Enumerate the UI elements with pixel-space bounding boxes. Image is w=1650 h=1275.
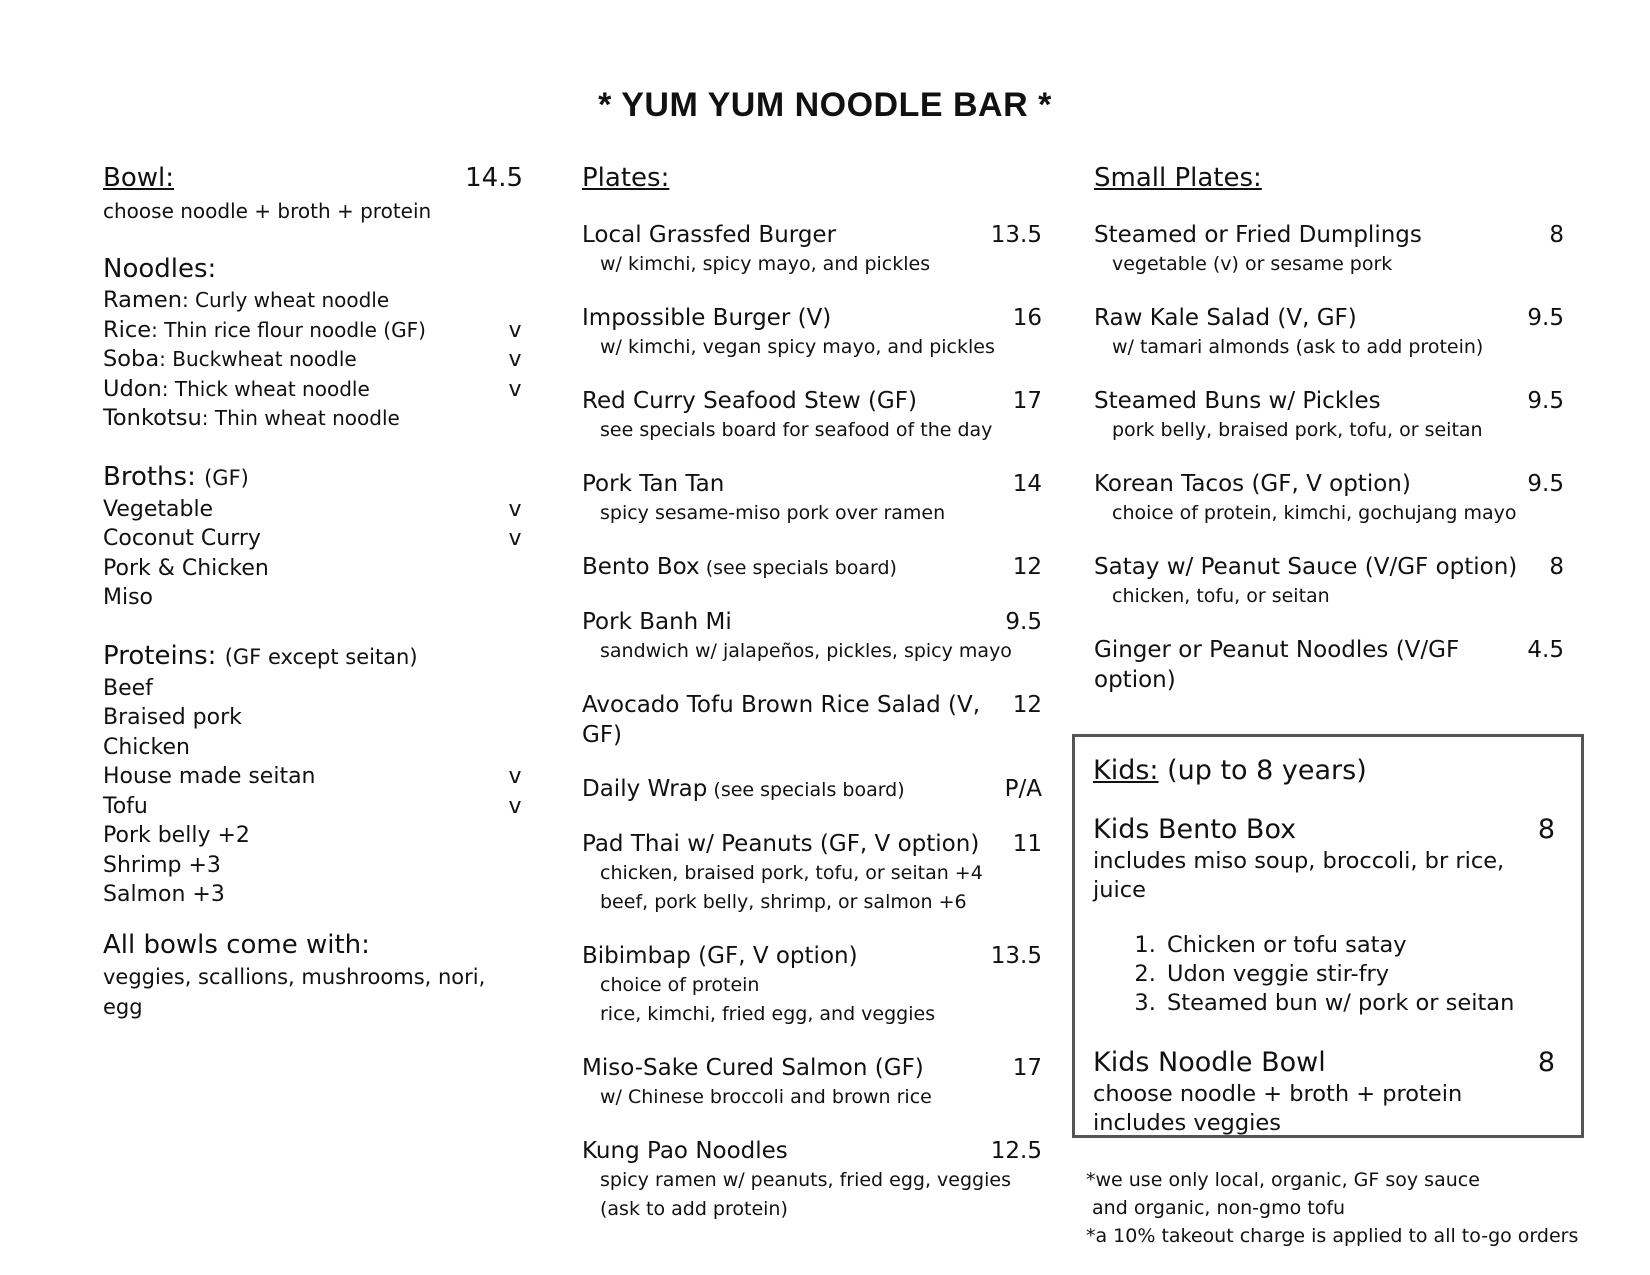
plate-description: see specials board for seafood of the day (600, 419, 993, 441)
plate-name-text: Impossible Burger (V) (582, 305, 832, 331)
vegan-mark (507, 851, 523, 881)
vegan-mark: v (508, 793, 522, 819)
small-plate-price: 8 (1549, 222, 1564, 248)
kids-bento-price: 8 (1537, 814, 1555, 845)
kids-menu-content (1093, 751, 1555, 1138)
vegan-mark (507, 583, 523, 613)
small-plate-price: 4.5 (1527, 637, 1564, 663)
noodle-name: Ramen (103, 287, 182, 313)
plate-description: sandwich w/ jalapeños, pickles, spicy mayo (600, 640, 1012, 662)
kids-bento-option: 3. Steamed bun w/ pork or seitan (1163, 989, 1555, 1018)
noodle-description: : Thin wheat noodle (201, 406, 400, 430)
plate-row (582, 1053, 1042, 1083)
bowl-column (103, 160, 523, 1022)
plate-price: 12.5 (990, 1138, 1042, 1164)
noodle-description: : Thick wheat noodle (161, 376, 370, 401)
plate-row (582, 1136, 1042, 1166)
plate-item (582, 220, 1042, 279)
menu-title: * YUM YUM NOODLE BAR * (598, 86, 1052, 124)
vegan-mark: v (508, 376, 522, 402)
small-plate-name: Raw Kale Salad (V, GF) (1094, 305, 1357, 331)
plate-name (582, 607, 732, 637)
broth-name: Coconut Curry (103, 526, 261, 551)
small-plates-column (1094, 160, 1564, 695)
small-plate-name: Satay w/ Peanut Sauce (V/GF option) (1094, 554, 1518, 580)
plate-description: spicy sesame-miso pork over ramen (600, 502, 946, 524)
all-bowls-title: All bowls come with: (103, 929, 370, 960)
plate-name-text: Local Grassfed Burger (582, 222, 837, 248)
plate-name-text: Bibimbap (GF, V option) (582, 943, 858, 969)
plate-row (582, 829, 1042, 859)
plate-name-text: Pork Banh Mi (582, 609, 732, 635)
vegan-mark (507, 821, 523, 851)
protein-name: Braised pork (103, 705, 242, 730)
noodle-item-name (103, 345, 357, 375)
small-plate-price: 9.5 (1527, 388, 1564, 414)
vegan-mark (507, 404, 523, 434)
plate-item (582, 303, 1042, 362)
plate-note: (see specials board) (707, 779, 905, 801)
kids-age-note: (up to 8 years) (1158, 755, 1367, 786)
noodle-item (103, 404, 523, 434)
plate-row (582, 303, 1042, 333)
vegan-mark (507, 703, 523, 733)
kids-noodle-name: Kids Noodle Bowl (1093, 1047, 1326, 1078)
broths-note: (GF) (204, 465, 249, 490)
plates-column (582, 160, 1042, 1224)
small-plate-row (1094, 220, 1564, 250)
noodle-item-name (103, 286, 389, 316)
protein-item (103, 703, 523, 733)
vegan-mark: v (508, 496, 522, 522)
protein-name: Tofu (103, 793, 148, 819)
plate-row (582, 774, 1042, 805)
plate-name (582, 774, 905, 805)
broth-item (103, 495, 523, 525)
proteins-title-text: Proteins: (103, 640, 217, 671)
plate-description: spicy ramen w/ peanuts, fried egg, veggies (600, 1169, 1011, 1191)
small-plate-row (1094, 635, 1564, 695)
vegan-mark: v (508, 526, 522, 551)
noodle-description: : Thin rice flour noodle (GF) (151, 317, 426, 342)
plate-name (582, 690, 1013, 750)
plate-price: P/A (1004, 776, 1042, 802)
plate-price: 17 (1012, 388, 1042, 414)
small-plate-price: 9.5 (1527, 471, 1564, 497)
kids-noodle-description: includes veggies (1093, 1110, 1281, 1136)
protein-item (103, 674, 523, 704)
plate-price: 12 (1012, 554, 1042, 580)
plate-name (582, 386, 917, 416)
plate-item (582, 1136, 1042, 1224)
noodles-title: Noodles: (103, 254, 217, 284)
protein-name: House made seitan (103, 764, 316, 789)
small-plate-row (1094, 552, 1564, 582)
broths-title (103, 460, 523, 495)
protein-item (103, 762, 523, 792)
small-plate-description: w/ tamari almonds (ask to add protein) (1112, 336, 1484, 358)
bowl-price: 14.5 (465, 163, 523, 193)
kids-bento-name: Kids Bento Box (1093, 814, 1297, 845)
protein-item (103, 851, 523, 881)
plates-list (582, 220, 1042, 1224)
plate-price: 12 (1012, 692, 1042, 718)
plate-name (582, 1053, 924, 1083)
noodle-item-name (103, 375, 370, 405)
broth-item (103, 524, 523, 554)
plate-name-text: Kung Pao Noodles (582, 1138, 788, 1164)
kids-menu-box (1072, 734, 1584, 1138)
vegan-mark (507, 674, 523, 704)
noodle-name: Tonkotsu (103, 405, 202, 431)
protein-item (103, 880, 523, 910)
bowl-header (103, 160, 523, 196)
vegan-mark (507, 554, 523, 584)
plate-row (582, 552, 1042, 583)
small-plate-item (1094, 303, 1564, 362)
plate-item (582, 386, 1042, 445)
plate-name-text: Miso-Sake Cured Salmon (GF) (582, 1055, 924, 1081)
plate-description: w/ Chinese broccoli and brown rice (600, 1086, 932, 1108)
proteins-list (103, 674, 523, 910)
plate-price: 13.5 (990, 222, 1042, 248)
small-plate-name: Korean Tacos (GF, V option) (1094, 471, 1411, 497)
plate-item (582, 774, 1042, 805)
plate-price: 9.5 (1005, 609, 1042, 635)
broth-name: Pork & Chicken (103, 555, 269, 581)
plate-name-text: Bento Box (582, 554, 700, 580)
broth-item (103, 583, 523, 613)
broth-item (103, 554, 523, 584)
small-plate-item (1094, 552, 1564, 611)
plate-name-text: Pad Thai w/ Peanuts (GF, V option) (582, 831, 980, 857)
proteins-note: (GF except seitan) (224, 644, 418, 669)
plate-name (582, 941, 858, 971)
bowl-description: choose noodle + broth + protein (103, 199, 432, 223)
plate-item (582, 469, 1042, 528)
vegan-mark: v (508, 347, 522, 372)
footnotes (1086, 1166, 1626, 1250)
kids-bento-description: includes miso soup, broccoli, br rice, juice (1093, 848, 1505, 903)
protein-name: Chicken (103, 734, 190, 760)
plate-name (582, 469, 724, 499)
plate-description: w/ kimchi, vegan spicy mayo, and pickles (600, 336, 995, 358)
plate-price: 16 (1012, 305, 1042, 331)
plate-row (582, 690, 1042, 750)
noodles-list (103, 286, 523, 434)
noodle-item (103, 286, 523, 316)
small-plate-row (1094, 469, 1564, 499)
vegan-mark (507, 286, 523, 316)
small-plates-heading: Small Plates: (1094, 163, 1262, 193)
plate-name-text: Pork Tan Tan (582, 471, 725, 497)
plate-name (582, 552, 897, 583)
protein-item (103, 733, 523, 763)
kids-bento-options (1093, 931, 1555, 1018)
vegan-mark (507, 880, 523, 910)
broths-title-text: Broths: (103, 461, 196, 492)
small-plate-description: pork belly, braised pork, tofu, or seitan (1112, 419, 1483, 441)
vegan-mark: v (508, 317, 522, 343)
plate-description: chicken, braised pork, tofu, or seitan +4 (600, 862, 983, 884)
small-plate-description: choice of protein, kimchi, gochujang mayo (1112, 502, 1517, 524)
noodle-item (103, 375, 523, 405)
vegan-mark: v (508, 764, 522, 789)
plate-name (582, 829, 979, 859)
plates-heading: Plates: (582, 163, 670, 193)
noodle-item (103, 316, 523, 346)
broth-name: Miso (103, 585, 154, 610)
small-plate-name: Steamed or Fried Dumplings (1094, 222, 1422, 248)
noodle-item-name (103, 404, 400, 434)
plate-name (582, 303, 831, 333)
small-plate-row (1094, 386, 1564, 416)
plate-row (582, 941, 1042, 971)
plate-row (582, 220, 1042, 250)
kids-noodle-price: 8 (1537, 1047, 1555, 1078)
footnote: *a 10% takeout charge is applied to all to-go orders (1086, 1225, 1579, 1247)
plate-price: 11 (1012, 831, 1042, 857)
broth-name: Vegetable (103, 496, 214, 522)
plate-name (582, 220, 836, 250)
small-plate-item (1094, 220, 1564, 279)
plate-price: 13.5 (990, 943, 1042, 969)
plate-item (582, 552, 1042, 583)
proteins-title (103, 639, 523, 674)
small-plate-price: 8 (1549, 554, 1564, 580)
plate-name-text: Daily Wrap (582, 776, 708, 802)
plate-description: w/ kimchi, spicy mayo, and pickles (600, 253, 931, 275)
protein-item (103, 821, 523, 851)
small-plate-row (1094, 303, 1564, 333)
small-plate-price: 9.5 (1527, 305, 1564, 331)
plate-row (582, 386, 1042, 416)
small-plate-item (1094, 635, 1564, 695)
plate-description: choice of protein (600, 974, 760, 996)
plate-name (582, 1136, 788, 1166)
plate-item (582, 829, 1042, 917)
plate-item (582, 941, 1042, 1029)
noodle-name: Udon (103, 375, 162, 402)
vegan-mark (507, 733, 523, 763)
plate-price: 14 (1012, 471, 1042, 497)
noodle-name: Rice (103, 316, 152, 343)
small-plate-name: Steamed Buns w/ Pickles (1094, 388, 1381, 414)
protein-name: Salmon +3 (103, 882, 225, 907)
small-plates-list (1094, 220, 1564, 695)
plate-description: beef, pork belly, shrimp, or salmon +6 (600, 891, 967, 913)
plate-name-text: Avocado Tofu Brown Rice Salad (V, GF) (582, 692, 981, 748)
plate-description: (ask to add protein) (600, 1198, 788, 1220)
plate-row (582, 607, 1042, 637)
plate-description: rice, kimchi, fried egg, and veggies (600, 1003, 936, 1025)
plate-note: (see specials board) (699, 557, 897, 579)
kids-bento-row (1093, 813, 1555, 847)
noodle-item (103, 345, 523, 375)
small-plate-name: Ginger or Peanut Noodles (V/GF option) (1094, 637, 1460, 693)
plate-name-text: Red Curry Seafood Stew (GF) (582, 388, 917, 414)
noodle-description: : Buckwheat noodle (159, 347, 357, 371)
protein-name: Beef (103, 675, 153, 701)
kids-heading (1093, 751, 1555, 791)
kids-noodle-row (1093, 1046, 1555, 1080)
kids-noodle-description: choose noodle + broth + protein (1093, 1081, 1463, 1107)
broths-list (103, 495, 523, 613)
noodle-description: : Curly wheat noodle (181, 288, 390, 312)
footnote: and organic, non-gmo tofu (1086, 1197, 1346, 1219)
kids-bento-option: 1. Chicken or tofu satay (1163, 931, 1555, 960)
kids-bento-option: 2. Udon veggie stir-fry (1163, 960, 1555, 989)
small-plate-item (1094, 386, 1564, 445)
footnote: *we use only local, organic, GF soy sauce (1086, 1169, 1480, 1191)
all-bowls-description: veggies, scallions, mushrooms, nori, egg (103, 964, 486, 1019)
small-plate-item (1094, 469, 1564, 528)
small-plate-description: chicken, tofu, or seitan (1112, 585, 1330, 607)
plate-item (582, 1053, 1042, 1112)
protein-name: Shrimp +3 (103, 852, 221, 878)
protein-item (103, 792, 523, 822)
small-plate-description: vegetable (v) or sesame pork (1112, 253, 1393, 275)
plate-item (582, 690, 1042, 750)
bowl-heading: Bowl: (103, 163, 174, 193)
plate-item (582, 607, 1042, 666)
plate-row (582, 469, 1042, 499)
noodle-name: Soba (103, 346, 160, 372)
noodle-item-name (103, 316, 426, 346)
protein-name: Pork belly +2 (103, 823, 250, 848)
kids-heading-label: Kids: (1093, 755, 1159, 786)
plate-price: 17 (1012, 1055, 1042, 1081)
